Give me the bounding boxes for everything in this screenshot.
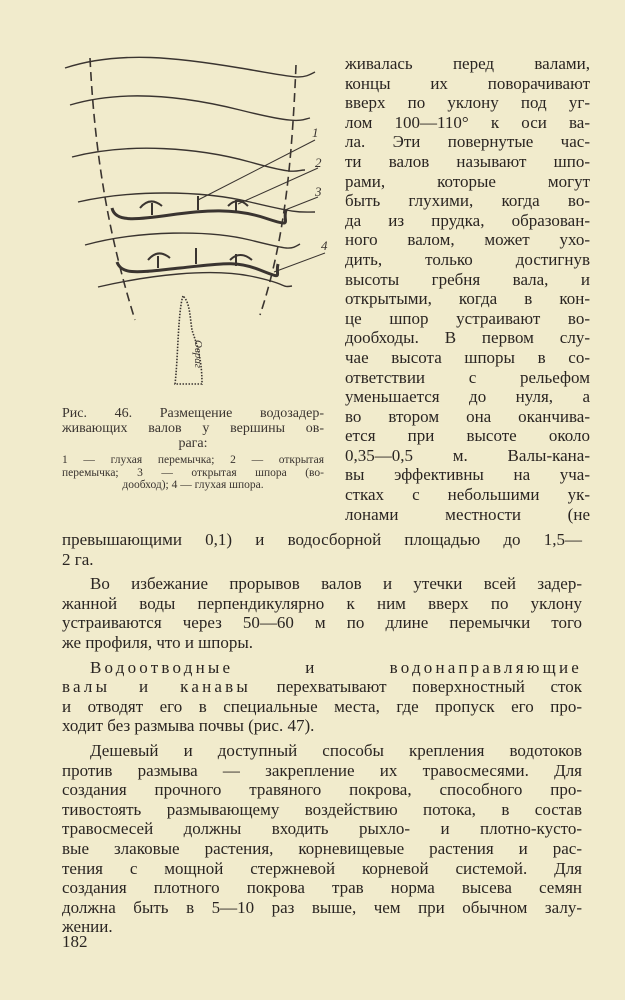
text-line: 0,35—0,5 м. Валы-кана- [345,445,590,465]
text-line: рами, которые могут [345,171,590,191]
legend-line: перемычка; 3 — открытая шпора (во- [62,466,324,479]
text-line: Во избежание прорывов валов и утечки всей задер- [90,574,582,594]
text-line: дообходы. В первом слу- [345,328,590,348]
figure-caption [62,406,324,492]
text-line: жанной воды перпендикулярно к ним вверх по уклону [62,593,582,613]
label-2: 2 [315,155,322,170]
text-line: против размыва — закрепление их травосмесями. Для [62,760,582,780]
text-line: ответствии с рельефом [345,367,590,387]
spurs [140,196,252,268]
paragraph-continuation [62,530,582,569]
legend-line: 1 — глухая перемычка; 2 — открытая [62,454,324,466]
text-line: Дешевый и доступный способы крепления водотоков [90,740,582,760]
text-line: лонами местности (не [345,504,590,524]
paragraph [62,658,582,736]
leader-lines [198,140,325,272]
figure-legend [62,454,324,492]
text-line: же профиля, что и шпоры. [62,632,254,652]
legend-line: дообход); 4 — глухая шпора. [122,479,264,491]
text-line: концы их поворачивают [345,73,590,93]
text-line: должна быть в 5—10 раз выше, чем при обычном залу- [62,897,582,917]
text-line: травосмесей должны входить рыхло- и плотно-кусто- [62,819,582,839]
text-line: ходит без размыва почвы (рис. 47). [62,716,315,736]
text-line: быть глухими, когда во- [345,191,590,211]
text-line: тения с мощной стержневой корневой системой. Для [62,858,582,878]
text-line: да из прудка, образован- [345,210,590,230]
caption-line: рага: [178,436,208,451]
text-line: и отводят его в специальные места, где пропуск его про- [62,696,582,716]
paragraph [62,574,582,652]
text-line: ного валом, может ухо- [345,230,590,250]
text-line: 2 га. [62,549,94,569]
text-line: создания плотного покрова трав норма высева семян [62,878,582,898]
text-line: превышающими 0,1) и водосборной площадью до 1,5— [62,530,582,549]
text-line: ти валов называют шпо- [345,151,590,171]
text-line: жении. [62,917,113,937]
caption-line: живающих валов у вершины ов- [62,421,324,436]
text-line: открытыми, когда в кон- [345,289,590,309]
caption-line: Рис. 46. Размещение водозадер- [62,406,324,421]
page-number: 182 [62,932,88,951]
text-line: вые злаковые растения, корневищевые растения и рас- [62,838,582,858]
paragraph [62,741,582,937]
text-line: ла. Эти повернутые час- [345,132,590,152]
text-line: тивостоять размывающему воздействию потока, в состав [62,799,582,819]
text-line: вверх по уклону под уг- [345,93,590,113]
text-line: лом 100—110° к оси ва- [345,112,590,132]
text-line: це шпор устраивают во- [345,308,590,328]
ravine-boundary-dashed [90,58,296,320]
text: перехватывают поверхностный сток [250,677,583,697]
text-line: стках с небольшими ук- [345,485,590,505]
text-line: устраиваются через 50—60 м по длине перемычки того [62,613,582,633]
text-line: высоты гребня вала, и [345,269,590,289]
text-line: во втором она оканчива- [345,406,590,426]
right-column-text [345,54,590,524]
label-1: 1 [312,125,319,140]
label-4: 4 [321,238,328,253]
text-line [62,677,582,697]
text-line: живалась перед валами, [345,54,590,73]
text-line: создания прочного травяного покрова, способного про- [62,780,582,800]
text-line: уменьшается до нуля, а [345,387,590,407]
emphasis-text: валы и канавы [62,677,251,697]
contour-lines [65,57,315,287]
text-line: ется при высоте около [345,426,590,446]
text-line-emphasis: Водоотводные и водонаправляющие [90,657,582,677]
text-line: вы эффективны на уча- [345,465,590,485]
gully-label: Овраг [192,340,204,369]
label-3: 3 [315,184,322,199]
figure-46-diagram [60,40,350,400]
main-text [62,530,582,937]
text-line: чае высота шпоры в со- [345,347,590,367]
text-line: дить, только достигнув [345,249,590,269]
